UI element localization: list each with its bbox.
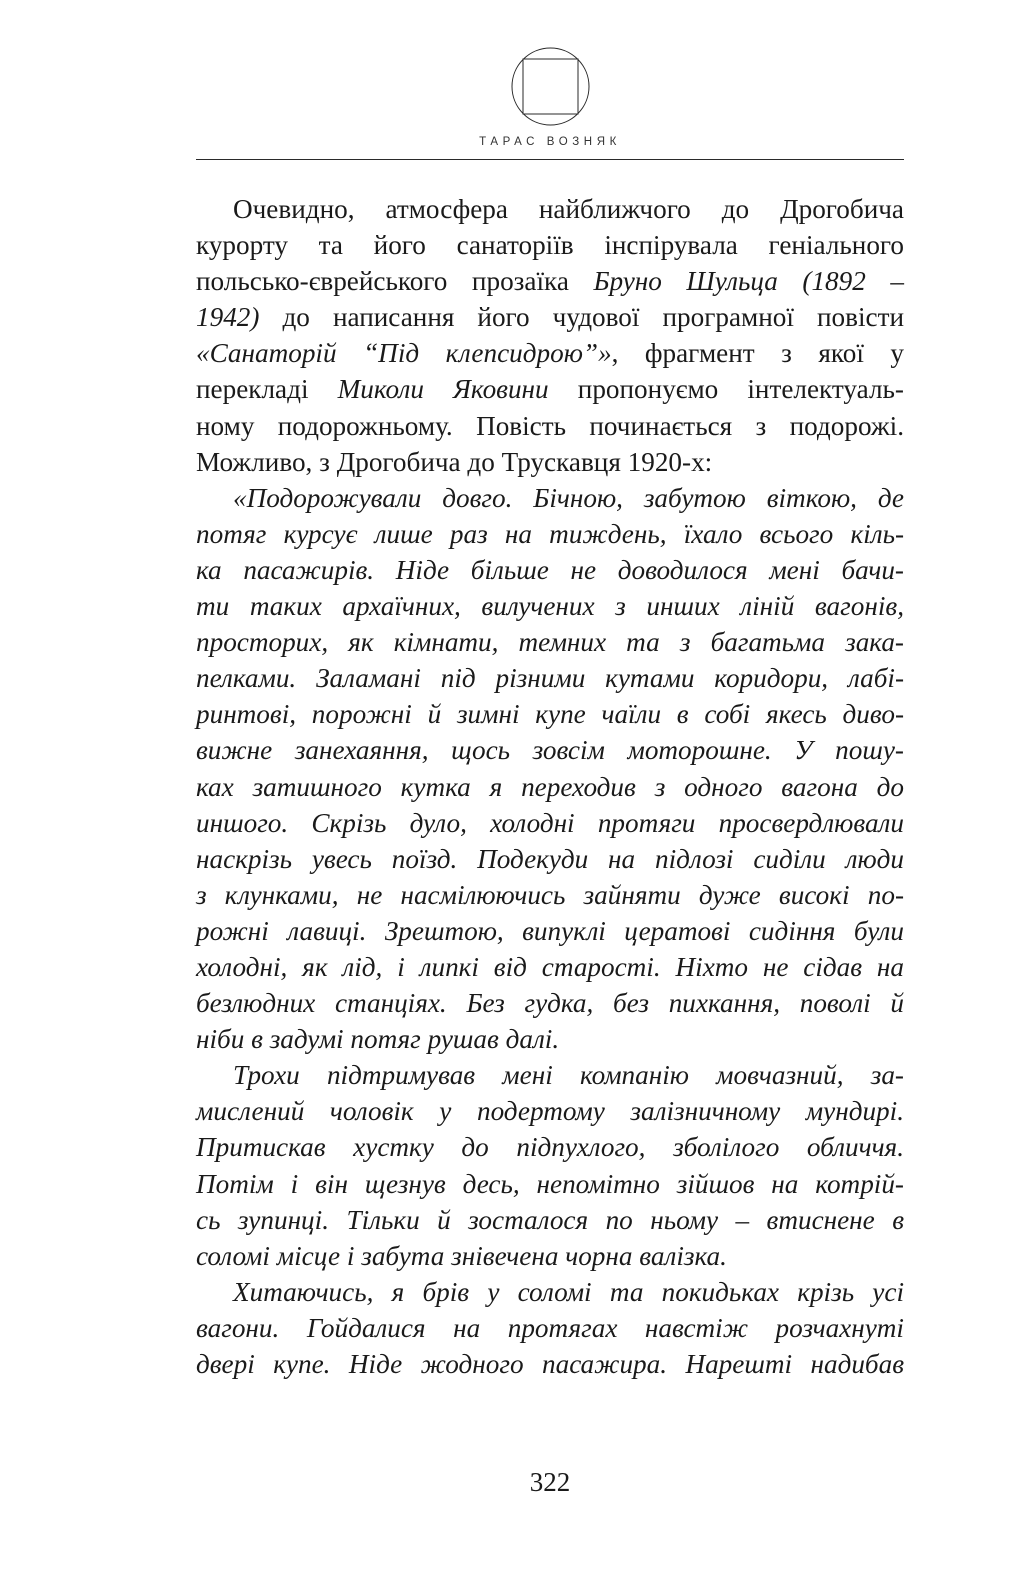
translator-name: Миколи Яковини (337, 374, 549, 405)
quote-line: вагони. Гойдалися на протягах навстіж розчахнуті (196, 1312, 904, 1343)
intro-paragraph (196, 191, 904, 480)
text-line: перекладі Миколи Яковини пропонуємо інтелектуаль- (196, 374, 904, 405)
text-line: польсько-єврейського прозаїка Бруно Шульца (1892 – (196, 266, 904, 297)
quote-line: «Подорожували довго. Бічною, забутою віткою, де (233, 482, 904, 513)
quote-line: безлюдних станціях. Без гудка, без пихкання, поволі й (196, 988, 904, 1019)
text-line: 1942) до написання його чудової програмної повісти (196, 302, 904, 333)
quote-line: пелками. Заламані під різними кутами коридори, лабі- (196, 663, 904, 694)
quote-line: просторих, як кімнати, темних та з багатьма зака- (196, 627, 904, 658)
quote-line: Трохи підтримував мені компанію мовчазний, за- (233, 1060, 904, 1091)
quote-paragraph (196, 1057, 904, 1274)
quote-line: соломі місце і забута знівечена чорна валізка. (196, 1240, 727, 1271)
quote-line: ка пасажирів. Ніде більше не доводилося мені бачи- (196, 554, 904, 585)
page-body (196, 191, 904, 1382)
quote-line: вижне занехаяння, щось зовсім моторошне. У пошу- (196, 735, 904, 766)
header-rule (196, 159, 904, 160)
quote-line: Потім і він щезнув десь, непомітно зійшов на котрій- (196, 1168, 904, 1199)
quote-line: з клунками, не насмілюючись зайняти дуже високі по- (196, 879, 904, 910)
quote-line: иншого. Скрізь дуло, холодні протяги просвердлювали (196, 807, 904, 838)
text-line: Можливо, з Дрогобича до Трускавця 1920-х: (196, 446, 713, 477)
quote-line: Притискав хустку до підпухлого, зболілого обличчя. (196, 1132, 904, 1163)
quote-line: холодні, як лід, і липкі від старості. Ніхто не сідав на (196, 951, 904, 982)
quote-line: потяг курсує лише раз на тиждень, їхало всього кіль- (196, 518, 904, 549)
text-line: «Санаторій “Під клепсидрою”», фрагмент з якої у (196, 338, 904, 369)
quote-line: сь зупинці. Тільки й зосталося по ньому – втиснене в (196, 1204, 904, 1235)
text-line: ному подорожньому. Повість починається з подорожі. (196, 410, 904, 441)
page-number: 322 (529, 1467, 571, 1497)
running-head: ТАРАС ВОЗНЯК (479, 136, 621, 148)
quote-line: рожні лавиці. Зрештою, випуклі цератові сидіння були (196, 915, 904, 946)
author-dates: 1942) (196, 302, 260, 333)
quote-line: ках затишного кутка я переходив з одного вагона до (196, 771, 904, 802)
emblem-icon (511, 47, 590, 126)
work-title: «Санаторій “Під клепсидрою”» (196, 338, 612, 369)
quote-line: наскрізь увесь поїзд. Подекуди на підлозі сиділи люди (196, 843, 904, 874)
quote-line: ніби в задумі потяг рушав далі. (196, 1024, 560, 1055)
quote-paragraph (196, 480, 904, 1058)
quote-line: ти таких архаїчних, вилучених з инших ліній вагонів, (196, 591, 904, 622)
text-line: Очевидно, атмосфера найближчого до Дрогобича (233, 194, 904, 224)
text-line: курорту та його санаторіїв інспірувала геніального (196, 230, 904, 261)
author-name: Бруно Шульца (1892 – (593, 266, 904, 297)
quote-line: ринтові, порожні й зимні купе чаїли в собі якесь диво- (196, 699, 904, 730)
quote-line: двері купе. Ніде жодного пасажира. Нарешті надибав (196, 1349, 904, 1379)
quote-line: мислений чоловік у подертому залізничному мундирі. (196, 1096, 904, 1127)
quote-paragraph (196, 1274, 904, 1382)
quote-line: Хитаючись, я брів у соломі та покидьках крізь усі (233, 1276, 904, 1307)
